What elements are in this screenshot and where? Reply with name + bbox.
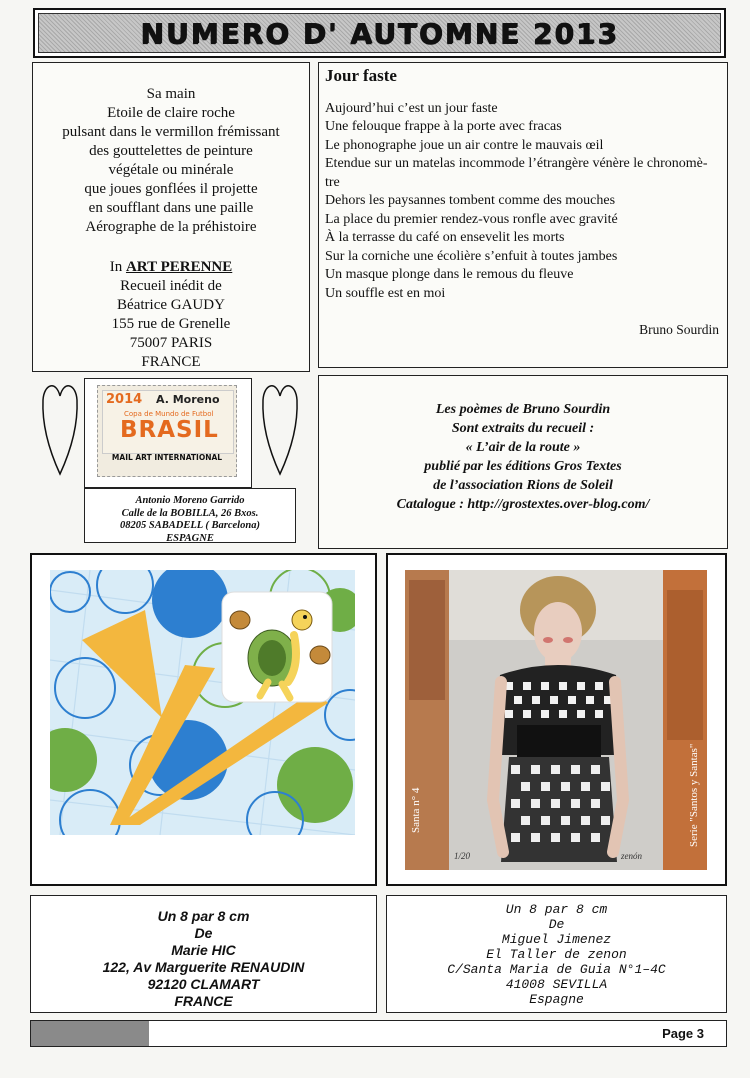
stamp-word: BRASIL — [120, 417, 219, 443]
stamp-frame — [84, 378, 252, 488]
series-title: Serie "Santos y Santas" — [688, 743, 700, 847]
catalog-line: publié par les éditions Gros Textes — [424, 459, 622, 474]
caption-line: De — [548, 917, 565, 932]
artwork-santa-photo — [405, 570, 707, 870]
poem-line: À la terrasse du café on ensevelit les morts — [325, 230, 565, 245]
catalog-line: « L’air de la route » — [465, 440, 581, 455]
caption-line: Un 8 par 8 cm — [157, 908, 250, 924]
caption-line: 122, Av Marguerite RENAUDIN — [102, 959, 305, 975]
poem-line: Le phonographe joue un air contre le mauvais œil — [325, 137, 604, 153]
poem-line: Un souffle est en moi — [325, 285, 446, 301]
artwork-left-caption — [30, 895, 377, 1013]
poem-line: Dehors les paysannes tombent comme des mouches — [325, 193, 616, 208]
caption-line: 92120 CLAMART — [147, 976, 260, 992]
poem-source — [33, 258, 309, 277]
address-line: 08205 SABADELL ( Barcelona) — [120, 520, 260, 531]
stamp-subtitle: Copa de Mundo de Futbol — [124, 410, 214, 418]
catalog-line: Sont extraits du recueil : — [451, 421, 595, 436]
caption-line: 41008 SEVILLA — [505, 977, 608, 992]
caption-line: Miguel Jimenez — [501, 932, 612, 947]
artwork-collage-turtle — [50, 570, 355, 835]
catalog-note — [318, 375, 728, 549]
poem-line: Sa main — [146, 86, 196, 102]
caption-line: El Taller de zenon — [486, 947, 627, 962]
artwork-right-frame — [386, 553, 727, 886]
caption-line: De — [194, 925, 213, 941]
poem-line: végétale ou minérale — [108, 162, 234, 178]
address-line: ESPAGNE — [166, 532, 214, 544]
page-number: Page 3 — [662, 1026, 704, 1041]
poem-line: Etoile de claire roche — [107, 105, 235, 121]
stamp-year: 2014 — [106, 392, 143, 407]
caption-line: Un 8 par 8 cm — [505, 902, 608, 917]
poem-sa-main — [32, 62, 310, 372]
header-band — [38, 13, 721, 53]
stamp-footer: MAIL ART INTERNATIONAL — [111, 453, 223, 462]
poem-line: en soufflant dans une paille — [88, 200, 254, 216]
poem-sa-main-lines — [33, 85, 309, 237]
poem-line: que joues gonflées il projette — [84, 181, 258, 197]
source-line: 75007 PARIS — [129, 335, 213, 351]
page-header — [33, 8, 726, 58]
source-line: FRANCE — [141, 354, 201, 370]
source-line: Recueil inédit de — [120, 278, 222, 294]
poem-author: Bruno Sourdin — [639, 322, 719, 337]
source-prefix: In — [109, 259, 126, 275]
poem-jour-faste — [318, 62, 728, 368]
artwork-right-caption — [386, 895, 727, 1013]
santa-number: Santa n° 4 — [410, 787, 422, 833]
poem-line: Sur la corniche une écolière s’enfuit à toutes jambes — [325, 248, 618, 264]
poem-line: des gouttelettes de peinture — [89, 143, 253, 159]
caption-line: FRANCE — [174, 993, 233, 1009]
poem-line: Aujourd’hui c’est un jour faste — [325, 100, 498, 116]
poem-line: Etendue sur un matelas incommode l’étrangère vénère le chronomè- — [325, 156, 708, 171]
poem-line: Une felouque frappe à la porte avec fracas — [325, 119, 562, 134]
caption-line: C/Santa Maria de Guia N°1–4C — [447, 962, 666, 977]
page-title: NUMERO D' AUTOMNE 2013 — [140, 16, 619, 50]
caption-line: Marie HIC — [171, 942, 236, 958]
moreno-address — [84, 488, 296, 543]
poem-line: Aérographe de la préhistoire — [85, 219, 257, 235]
poem-line: Un masque plonge dans le remous du fleuve — [325, 267, 574, 282]
edition-number: 1/20 — [454, 851, 471, 861]
mail-art-stamp — [97, 385, 237, 477]
source-line: 155 rue de Grenelle — [111, 316, 231, 332]
address-line: Antonio Moreno Garrido — [135, 495, 245, 506]
catalog-line: de l’association Rions de Soleil — [433, 478, 613, 493]
poem-line: La place du premier rendez-vous ronfle avec gravité — [325, 211, 618, 227]
stamp-artist: A. Moreno — [156, 393, 220, 406]
heart-right-icon — [260, 378, 300, 478]
page-footer — [30, 1020, 727, 1047]
caption-line: Espagne — [529, 992, 584, 1007]
catalog-line: Les poèmes de Bruno Sourdin — [435, 402, 611, 417]
catalog-url: Catalogue : http://grostextes.over-blog.com/ — [396, 497, 650, 512]
source-title: ART PERENNE — [125, 259, 233, 275]
poem-line: pulsant dans le vermillon frémissant — [62, 124, 280, 140]
source-line: Béatrice GAUDY — [117, 297, 225, 313]
heart-left-icon — [40, 378, 80, 478]
artist-signature: zenón — [621, 851, 642, 861]
footer-bar — [31, 1021, 149, 1046]
artwork-left-frame — [30, 553, 377, 886]
poem-title: Jour faste — [325, 66, 397, 85]
address-line: Calle de la BOBILLA, 26 Bxos. — [121, 507, 259, 519]
poem-line: tre — [325, 174, 340, 190]
